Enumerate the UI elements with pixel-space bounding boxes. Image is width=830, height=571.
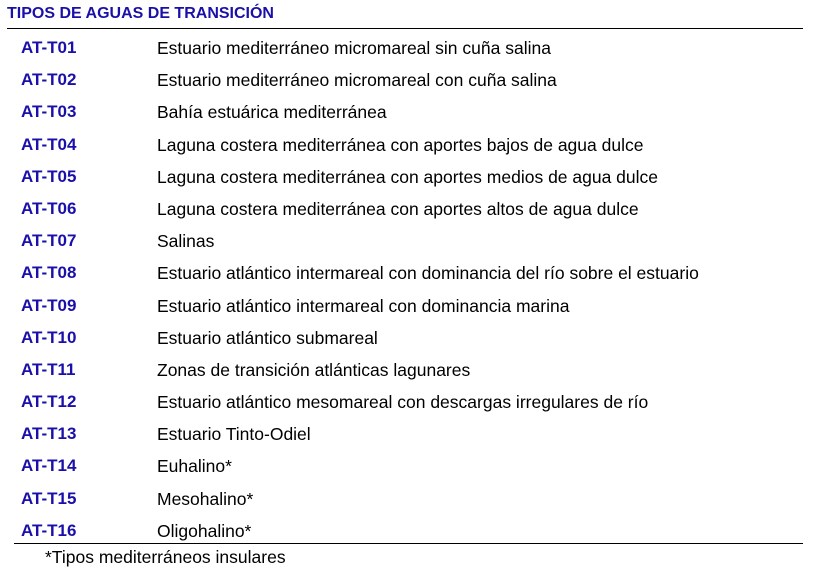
type-description: Estuario atlántico intermareal con dominancia marina (157, 295, 570, 316)
type-code: AT-T09 (21, 295, 77, 315)
type-description: Bahía estuárica mediterránea (157, 102, 387, 123)
type-description: Estuario Tinto-Odiel (157, 424, 311, 445)
type-description: Estuario atlántico mesomareal con descargas irregulares de río (157, 392, 649, 413)
table-row (0, 386, 830, 418)
type-description: Estuario mediterráneo micromareal sin cuña salina (157, 38, 551, 58)
bottom-divider (14, 543, 803, 544)
type-code: AT-T01 (21, 38, 77, 57)
table-row (0, 129, 830, 161)
type-description: Laguna costera mediterránea con aportes medios de agua dulce (157, 166, 659, 187)
table-row (0, 450, 830, 482)
footnote: *Tipos mediterráneos insulares (45, 547, 286, 567)
table-row (0, 193, 830, 225)
table-row (0, 161, 830, 193)
table-row (0, 354, 830, 386)
type-code: AT-T03 (21, 102, 77, 122)
table-row (0, 96, 830, 128)
table-title: TIPOS DE AGUAS DE TRANSICIÓN (7, 5, 274, 22)
type-code: AT-T07 (21, 231, 77, 251)
type-description: Estuario atlántico submareal (157, 327, 378, 348)
type-code: AT-T15 (21, 488, 77, 508)
type-code: AT-T13 (21, 424, 77, 444)
type-code: AT-T11 (21, 359, 76, 379)
type-description: Estuario atlántico intermareal con dominancia del río sobre el estuario (157, 263, 699, 284)
type-code: AT-T12 (21, 392, 77, 412)
type-code: AT-T10 (21, 327, 77, 347)
type-description: Salinas (157, 231, 215, 252)
type-description: Zonas de transición atlánticas lagunares (157, 359, 471, 380)
table-row (0, 483, 830, 515)
type-description: Mesohalino* (157, 488, 254, 509)
table-row (0, 418, 830, 450)
table-row (0, 64, 830, 96)
table-row (0, 225, 830, 257)
type-code: AT-T05 (21, 166, 77, 186)
type-code: AT-T14 (21, 456, 77, 476)
type-code: AT-T02 (21, 70, 77, 90)
table-row (0, 32, 830, 64)
type-code: AT-T16 (21, 520, 77, 540)
type-description: Laguna costera mediterránea con aportes altos de agua dulce (157, 198, 639, 219)
types-table (0, 32, 830, 547)
type-description: Oligohalino* (157, 520, 252, 541)
type-description: Estuario mediterráneo micromareal con cuña salina (157, 70, 557, 91)
type-code: AT-T08 (21, 263, 77, 283)
type-code: AT-T04 (21, 134, 77, 154)
top-divider (7, 28, 803, 29)
type-description: Laguna costera mediterránea con aportes bajos de agua dulce (157, 134, 644, 155)
table-row (0, 290, 830, 322)
table-row (0, 257, 830, 289)
type-code: AT-T06 (21, 198, 77, 218)
table-row (0, 322, 830, 354)
type-description: Euhalino* (157, 456, 232, 477)
